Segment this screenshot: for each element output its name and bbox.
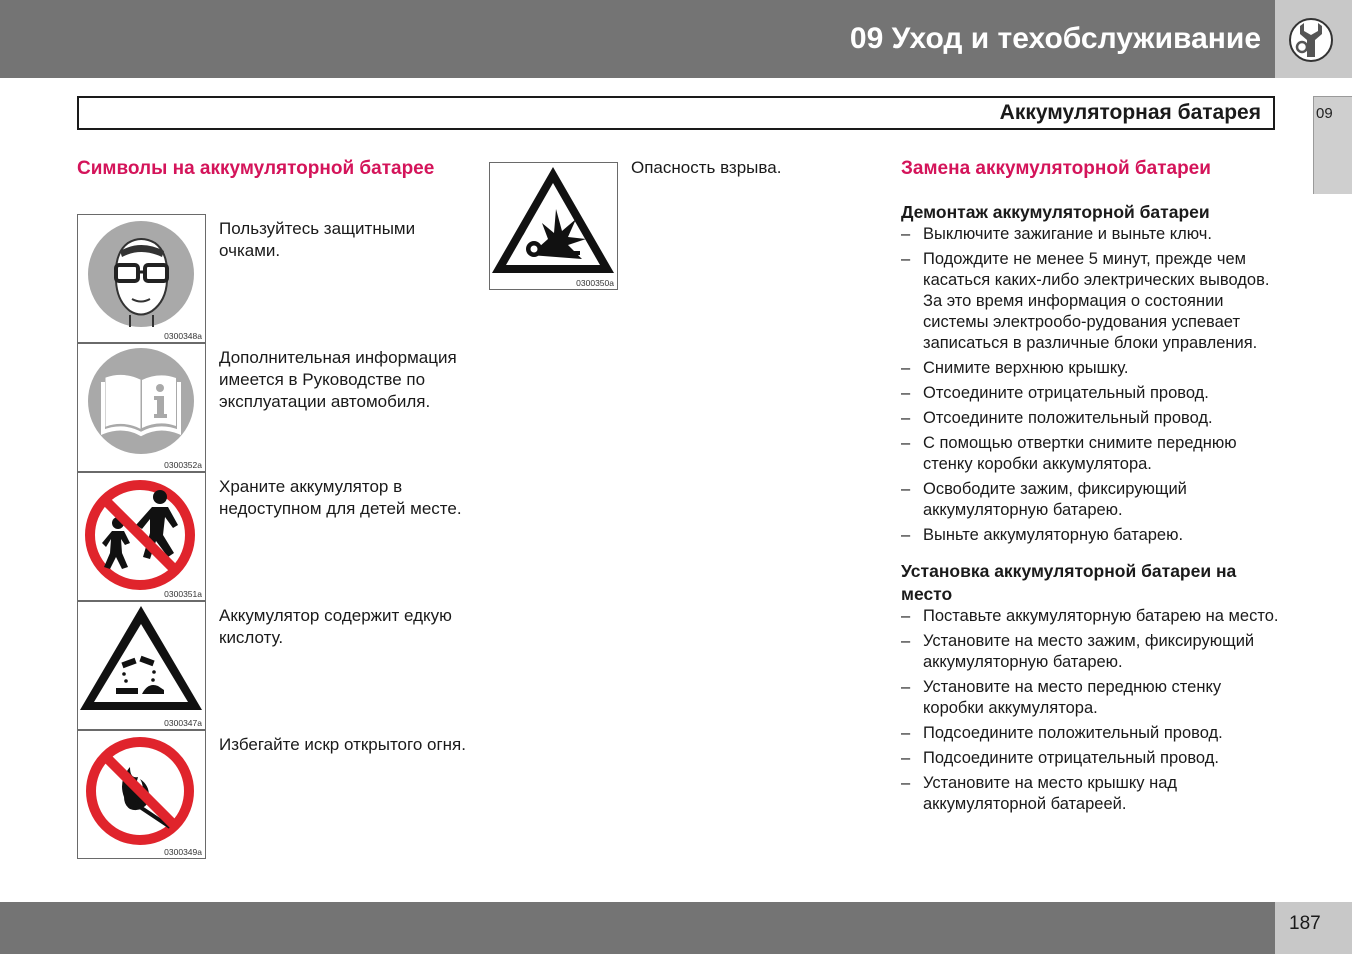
symbol-code: 0300349a	[164, 847, 202, 857]
install-steps	[901, 606, 1281, 815]
chapter-title: 09 Уход и техобслуживание	[849, 22, 1261, 55]
section-title: Аккумуляторная батарея	[999, 101, 1261, 124]
list-item: – Снимите верхнюю крышку.	[901, 358, 1281, 379]
symbol-image	[77, 343, 206, 472]
symbol-image	[77, 601, 206, 730]
corrosive-acid-icon	[78, 602, 205, 729]
page-number-box	[1275, 902, 1352, 954]
list-item: – Поставьте аккумуляторную батарею на место.	[901, 606, 1281, 627]
symbol-row-flame	[77, 730, 477, 859]
list-item: – Подсоедините отрицательный провод.	[901, 748, 1281, 769]
removal-heading: Демонтаж аккумуляторной батареи	[901, 202, 1210, 222]
safety-goggles-icon	[78, 215, 205, 342]
list-item: – Выньте аккумуляторную батарею.	[901, 525, 1281, 546]
symbol-description: Храните аккумулятор в недоступном для детей месте.	[219, 477, 462, 518]
symbol-code: 0300348a	[164, 331, 202, 341]
symbol-description: Пользуйтесь защитными очками.	[219, 219, 416, 260]
list-item: – С помощью отвертки снимите переднюю стенку коробки аккумулятора.	[901, 433, 1281, 475]
chapter-icon-box	[1275, 0, 1352, 78]
symbol-description: Дополнительная информация имеется в Руководстве по эксплуатации автомобиля.	[219, 348, 457, 411]
symbol-image	[77, 472, 206, 601]
symbol-description: Аккумулятор содержит едкую кислоту.	[219, 606, 452, 647]
removal-steps	[901, 224, 1281, 546]
list-item: – Освободите зажим, фиксирующий аккумуляторную батарею.	[901, 479, 1281, 521]
symbol-image	[77, 730, 206, 859]
list-item: – Выключите зажигание и выньте ключ.	[901, 224, 1281, 245]
list-item: – Отсоедините отрицательный провод.	[901, 383, 1281, 404]
explosion-symbol-image	[489, 162, 618, 290]
symbol-code: 0300351a	[164, 589, 202, 599]
symbol-row-acid	[77, 601, 477, 730]
install-heading: Установка аккумуляторной батареи на место	[901, 561, 1237, 604]
list-item: – Установите на место крышку над аккумуляторной батареей.	[901, 773, 1281, 815]
symbol-row-children	[77, 472, 477, 601]
explosion-hazard-icon	[490, 163, 617, 289]
list-item: – Подсоедините положительный провод.	[901, 723, 1281, 744]
list-item: – Отсоедините положительный провод.	[901, 408, 1281, 429]
list-item: – Установите на место зажим, фиксирующий аккумуляторную батарею.	[901, 631, 1281, 673]
symbol-row-manual	[77, 343, 477, 472]
replacement-heading: Замена аккумуляторной батареи	[901, 158, 1211, 179]
keep-away-children-icon	[78, 473, 205, 600]
side-tab-label: 09	[1316, 105, 1333, 122]
footer-bar	[0, 902, 1275, 954]
list-item: – Подождите не менее 5 минут, прежде чем касаться каких-либо электрических выводов. За это время информация о состоянии системы электрообо-рудования успевает записаться в различные блоки управления.	[901, 249, 1281, 354]
symbol-code: 0300350a	[576, 278, 614, 288]
symbol-description: Избегайте искр открытого огня.	[219, 735, 466, 754]
replacement-section	[901, 157, 1281, 819]
symbol-row-goggles	[77, 214, 477, 343]
manual-info-icon	[78, 344, 205, 471]
symbols-heading: Символы на аккумуляторной батарее	[77, 158, 435, 179]
symbol-code: 0300352a	[164, 460, 202, 470]
no-open-flame-icon	[78, 731, 205, 858]
header-bar	[0, 0, 1275, 78]
list-item: – Установите на место переднюю стенку коробки аккумулятора.	[901, 677, 1281, 719]
symbol-image	[77, 214, 206, 343]
symbol-code: 0300347a	[164, 718, 202, 728]
page-number: 187	[1289, 913, 1321, 934]
wrench-gear-icon	[1288, 17, 1334, 63]
chapter-side-tab	[1313, 96, 1352, 194]
explosion-description: Опасность взрыва.	[631, 158, 782, 177]
section-header	[77, 96, 1275, 130]
